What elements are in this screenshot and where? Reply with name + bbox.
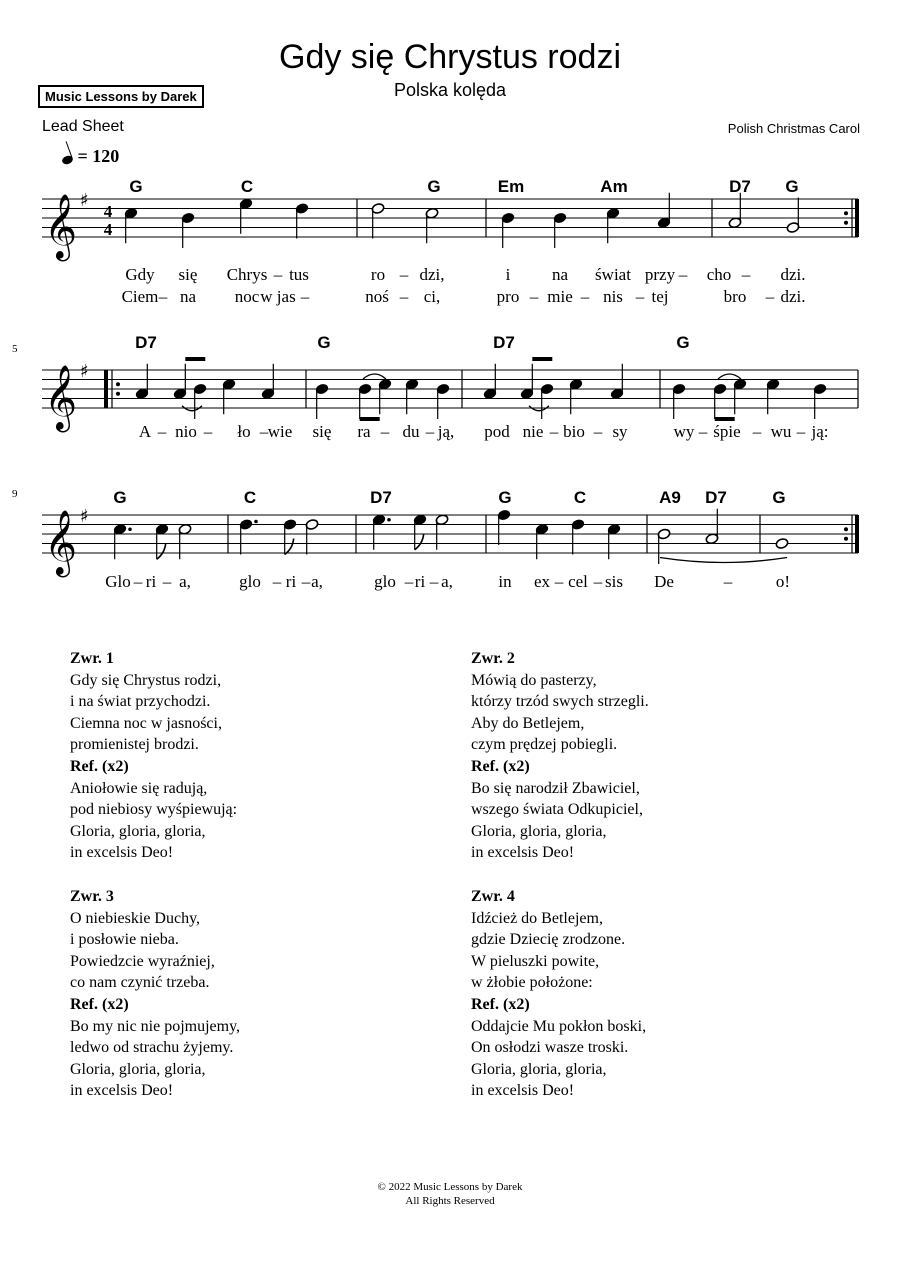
repeat-dot <box>116 392 120 396</box>
lyric-syllable: wu <box>770 422 792 441</box>
lyric-syllable: mie <box>547 287 573 306</box>
lyric-syllable: tej <box>651 287 669 306</box>
chord-symbol: D7 <box>493 333 515 352</box>
chord-symbol: D7 <box>705 488 727 507</box>
lyric-syllable: ra <box>357 422 371 441</box>
lyric-syllable: się <box>178 265 198 284</box>
slur <box>660 558 787 563</box>
note-flag <box>415 534 424 550</box>
chord-symbol: D7 <box>135 333 157 352</box>
repeat-dot <box>844 211 848 215</box>
refrain-line: Oddajcie Mu pokłon boski, <box>471 1017 647 1035</box>
lyric-syllable: cho <box>706 265 732 284</box>
lyric-syllable: ri <box>414 572 426 591</box>
refrain-line: Gloria, gloria, gloria, <box>70 1060 206 1078</box>
lyric-syllable: – <box>580 287 590 306</box>
lyric-syllable: a, <box>311 572 323 591</box>
chord-symbol: G <box>113 488 127 507</box>
copyright-text: © 2022 Music Lessons by Darek <box>377 1181 523 1193</box>
chord-symbol: G <box>676 333 690 352</box>
chord-symbol: D7 <box>729 177 751 196</box>
lyric-syllable: w jas <box>260 287 296 306</box>
refrain-line: in excelsis Deo! <box>471 844 575 862</box>
chord-symbol: C <box>573 488 587 507</box>
lyric-syllable: na <box>551 265 569 284</box>
lyric-syllable: A <box>138 422 152 441</box>
lyric-syllable: – <box>678 265 688 284</box>
lyric-syllable: – <box>399 287 409 306</box>
lyric-syllable: – <box>635 287 645 306</box>
lyric-syllable: – <box>133 572 143 591</box>
chord-symbol: G <box>785 177 799 196</box>
refrain-label: Ref. (x2) <box>70 995 129 1013</box>
lyric-syllable: pro <box>496 287 520 306</box>
lyric-syllable: cel <box>568 572 588 591</box>
lyric-syllable: nio <box>175 422 197 441</box>
lyric-syllable: nis <box>603 287 623 306</box>
lyric-syllable: Glo <box>105 572 131 591</box>
chord-symbol: G <box>129 177 143 196</box>
lyric-syllable: sis <box>605 572 623 591</box>
repeat-dot <box>844 221 848 225</box>
lyric-syllable: o! <box>775 572 791 591</box>
composer-label: Polish Christmas Carol <box>727 121 860 136</box>
repeat-thick-bar <box>855 515 859 553</box>
lyric-syllable: – <box>429 572 439 591</box>
tempo-value: = 120 <box>77 146 120 166</box>
lyric-syllable: dzi. <box>780 265 806 284</box>
lyric-syllable: glo <box>374 572 396 591</box>
lyric-syllable: – <box>273 265 283 284</box>
lyric-syllable: – <box>593 572 603 591</box>
treble-clef-icon: 𝄞 <box>44 510 78 575</box>
lyric-syllable: pod <box>484 422 510 441</box>
verse-2 <box>471 648 649 864</box>
verse-line: czym prędzej pobiegli. <box>471 736 618 754</box>
lyric-syllable: ri <box>285 572 297 591</box>
lyric-syllable: noś <box>365 287 389 306</box>
chord-symbol: A9 <box>659 488 681 507</box>
verse-label: Zwr. 1 <box>70 650 114 667</box>
chord-symbol: G <box>772 488 786 507</box>
lyric-syllable: ci, <box>423 287 441 306</box>
lyric-syllable: – <box>203 422 213 441</box>
verse-line: i posłowie nieba. <box>70 931 179 949</box>
lyric-syllable: Gdy <box>125 265 155 284</box>
notehead <box>775 538 789 550</box>
verse-1 <box>70 648 237 864</box>
refrain-line: Bo się narodził Zbawiciel, <box>471 779 640 797</box>
refrain-line: in excelsis Deo! <box>70 1082 174 1100</box>
lyric-syllable: – <box>593 422 603 441</box>
lyric-syllable: glo <box>239 572 261 591</box>
lyric-syllable: – <box>796 422 806 441</box>
measure-number: 5 <box>12 343 18 355</box>
lyric-syllable: – <box>404 572 414 591</box>
verse-3 <box>70 886 240 1102</box>
lyric-syllable: – <box>765 287 775 306</box>
verse-line: w żłobie położone: <box>471 974 593 992</box>
lyric-syllable: sy <box>612 422 628 441</box>
refrain-label: Ref. (x2) <box>70 757 129 775</box>
verse-line: Ciemna noc w jasności, <box>70 714 222 732</box>
lyric-syllable: i <box>505 265 511 284</box>
refrain-line: Gloria, gloria, gloria, <box>471 822 607 840</box>
repeat-dot <box>844 527 848 531</box>
chord-symbol: D7 <box>370 488 392 507</box>
lyric-syllable: – <box>529 287 539 306</box>
lyric-syllable: – <box>752 422 762 441</box>
slur <box>718 374 741 379</box>
lyric-syllable: ro <box>370 265 386 284</box>
lyric-syllable: – <box>158 287 168 306</box>
verse-line: Gdy się Chrystus rodzi, <box>70 671 222 689</box>
chord-symbol: G <box>317 333 331 352</box>
lyric-syllable: – <box>259 422 269 441</box>
note-flag <box>157 543 166 559</box>
verse-label: Zwr. 4 <box>471 888 515 905</box>
chord-symbol: C <box>240 177 254 196</box>
refrain-line: wszego świata Odkupiciel, <box>471 801 643 819</box>
repeat-dot <box>844 537 848 541</box>
lyric-syllable: śpie <box>713 422 741 441</box>
lyric-syllable: tus <box>289 265 309 284</box>
chord-symbol: Em <box>497 177 525 196</box>
measure-number: 9 <box>12 488 18 500</box>
lyric-syllable: Chrys <box>226 265 268 284</box>
refrain-line: ledwo od strachu żyjemy. <box>70 1039 234 1057</box>
lyric-syllable: – <box>300 287 310 306</box>
lyric-syllable: De <box>654 572 674 591</box>
dot <box>254 520 258 524</box>
lyric-syllable: du <box>402 422 420 441</box>
lyric-syllable: – <box>723 572 733 591</box>
verse-label: Zwr. 2 <box>471 650 515 667</box>
lyric-syllable: ło <box>237 422 251 441</box>
slur <box>363 374 386 379</box>
verse-line: co nam czynić trzeba. <box>70 974 210 992</box>
lyric-syllable: – <box>157 422 167 441</box>
repeat-dot <box>116 382 120 386</box>
chord-symbol: G <box>498 488 512 507</box>
page-title: Gdy się Chrystus rodzi <box>279 38 621 76</box>
refrain-line: Aniołowie się radują, <box>70 779 208 797</box>
lyric-syllable: – <box>425 422 435 441</box>
verse-line: Aby do Betlejem, <box>471 714 585 732</box>
treble-clef-icon: 𝄞 <box>44 194 78 259</box>
verse-line: promienistej brodzi. <box>70 736 199 754</box>
lyric-syllable: in <box>498 572 512 591</box>
sharp-icon: ♯ <box>80 190 89 211</box>
verse-line: i na świat przychodzi. <box>70 693 211 711</box>
verse-line: Mówią do pasterzy, <box>471 671 597 689</box>
lyric-syllable: – <box>301 572 311 591</box>
lyric-syllable: a, <box>179 572 191 591</box>
sharp-icon: ♯ <box>80 506 89 527</box>
verse-label: Zwr. 3 <box>70 888 114 905</box>
refrain-line: in excelsis Deo! <box>70 844 174 862</box>
sharp-icon: ♯ <box>80 361 89 382</box>
chord-symbol: Am <box>600 177 628 196</box>
repeat-thick-bar <box>855 199 859 237</box>
lyric-syllable: na <box>179 287 197 306</box>
lyric-syllable: – <box>554 572 564 591</box>
lyric-syllable: ex <box>533 572 551 591</box>
chord-symbol: C <box>243 488 257 507</box>
brand-label: Music Lessons by Darek <box>38 85 204 108</box>
lyric-syllable: nie <box>522 422 544 441</box>
time-signature-bottom: 4 <box>103 220 113 239</box>
lyric-syllable: dzi, <box>419 265 445 284</box>
lyric-syllable: – <box>741 265 751 284</box>
dot <box>128 527 132 531</box>
lyric-syllable: – <box>698 422 708 441</box>
refrain-line: Gloria, gloria, gloria, <box>70 822 206 840</box>
verse-line: W pieluszki powite, <box>471 952 600 970</box>
lyric-syllable: ją: <box>811 422 829 441</box>
rights-text: All Rights Reserved <box>405 1195 495 1207</box>
lyric-syllable: a, <box>441 572 453 591</box>
lyric-syllable: bio <box>563 422 585 441</box>
time-signature-top: 4 <box>103 202 113 221</box>
lyric-syllable: się <box>312 422 332 441</box>
chord-symbol: G <box>427 177 441 196</box>
lyric-syllable: świat <box>595 265 631 284</box>
page-subtitle: Polska kolęda <box>393 80 507 100</box>
lyric-syllable: przy <box>644 265 676 284</box>
repeat-thick-bar <box>104 370 108 408</box>
refrain-line: in excelsis Deo! <box>471 1082 575 1100</box>
refrain-line: On osłodzi wasze troski. <box>471 1039 629 1057</box>
dot <box>387 518 391 522</box>
verse-line: O niebieskie Duchy, <box>70 909 201 927</box>
lyric-syllable: – <box>399 265 409 284</box>
footer <box>0 1180 900 1208</box>
refrain-line: Bo my nic nie pojmujemy, <box>70 1017 241 1035</box>
verse-4 <box>471 886 646 1102</box>
lyric-syllable: bro <box>723 287 747 306</box>
lyric-syllable: wy <box>673 422 695 441</box>
refrain-line: pod niebiosy wyśpiewują: <box>70 801 238 819</box>
lyric-syllable: Ciem <box>121 287 159 306</box>
refrain-label: Ref. (x2) <box>471 995 530 1013</box>
lyric-syllable: dzi. <box>780 287 806 306</box>
lyric-syllable: – <box>380 422 390 441</box>
lyric-syllable: – <box>162 572 172 591</box>
verse-line: Idźcież do Betlejem, <box>471 909 603 927</box>
verse-line: którzy trzód swych strzegli. <box>471 693 649 711</box>
sheet-type-label: Lead Sheet <box>42 118 124 135</box>
lyric-syllable: – <box>272 572 282 591</box>
verse-line: gdzie Dziecię zrodzone. <box>471 931 626 949</box>
lyric-syllable: ri <box>145 572 157 591</box>
lyric-syllable: ją, <box>437 422 455 441</box>
verse-line: Powiedzcie wyraźniej, <box>70 952 215 970</box>
refrain-line: Gloria, gloria, gloria, <box>471 1060 607 1078</box>
treble-clef-icon: 𝄞 <box>44 365 78 430</box>
lyric-syllable: wie <box>267 422 293 441</box>
lyric-syllable: noc <box>234 287 260 306</box>
refrain-label: Ref. (x2) <box>471 757 530 775</box>
note-flag <box>285 539 294 555</box>
lyric-syllable: – <box>549 422 559 441</box>
